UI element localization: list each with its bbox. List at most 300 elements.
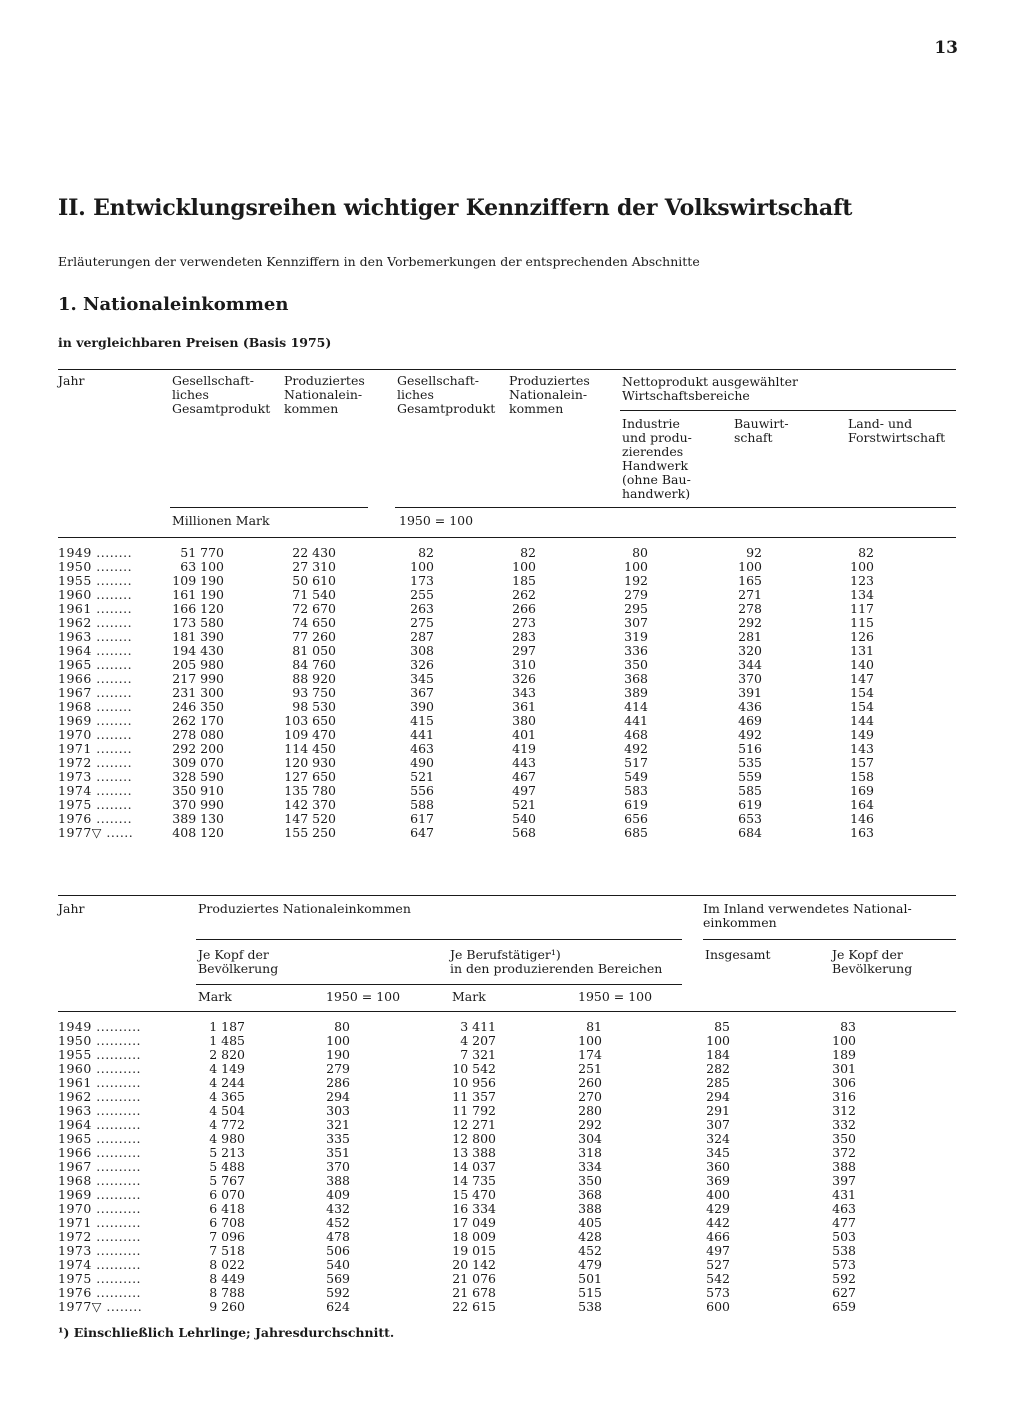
- table-cell: 400: [706, 1187, 730, 1202]
- table-cell: 592: [832, 1271, 856, 1286]
- footnote: ¹) Einschließlich Lehrlinge; Jahresdurchschnitt.: [58, 1325, 395, 1340]
- table-cell: 4 980: [209, 1131, 245, 1146]
- table-cell: 492: [624, 741, 648, 756]
- table1-header-nationaleinkommen: Produziertes Nationalein- kommen: [284, 373, 365, 416]
- table-cell: 5 767: [209, 1173, 245, 1188]
- table-cell: 527: [706, 1257, 730, 1272]
- table-cell: 521: [512, 797, 536, 812]
- table-cell: 147: [850, 671, 874, 686]
- table-cell: 291: [706, 1103, 730, 1118]
- table-cell: 281: [738, 629, 762, 644]
- table2-header-je-berufstaetiger: Je Berufstätiger¹) in den produzierenden Bereichen: [450, 947, 663, 976]
- table-cell: 140: [850, 657, 874, 672]
- table1-header-nettoprodukt: Nettoprodukt ausgewählter Wirtschaftsbereiche: [622, 374, 798, 403]
- table-cell: 501: [578, 1271, 602, 1286]
- table-cell: 303: [326, 1103, 350, 1118]
- table-cell: 506: [326, 1243, 350, 1258]
- table-cell: 549: [624, 769, 648, 784]
- table-cell: 592: [326, 1285, 350, 1300]
- table1-header-nationaleinkommen-index: Produziertes Nationalein- kommen: [509, 373, 590, 416]
- table-cell: 80: [334, 1019, 350, 1034]
- table-cell: 1962 ..........: [58, 1089, 142, 1104]
- table-cell: 127 650: [284, 769, 336, 784]
- table-cell: 135 780: [284, 783, 336, 798]
- table-cell: 190: [326, 1047, 350, 1062]
- table-cell: 115: [850, 615, 874, 630]
- table-cell: 647: [410, 825, 434, 840]
- table-cell: 14 735: [452, 1173, 496, 1188]
- table2-unit-mark-2: Mark: [452, 989, 486, 1004]
- table-cell: 1950 ........: [58, 559, 133, 574]
- table1-col-years: [58, 546, 133, 840]
- table2-unit-index-1: 1950 = 100: [326, 989, 401, 1004]
- table-cell: 15 470: [452, 1187, 496, 1202]
- table-cell: 100: [512, 559, 536, 574]
- table-cell: 117: [850, 601, 874, 616]
- table-cell: 144: [850, 713, 874, 728]
- table-cell: 4 504: [209, 1103, 245, 1118]
- table-cell: 307: [706, 1117, 730, 1132]
- table-cell: 600: [706, 1299, 730, 1314]
- table1-col-gesamtprodukt: [150, 546, 224, 840]
- table-cell: 154: [850, 699, 874, 714]
- table-cell: 192: [624, 573, 648, 588]
- table-cell: 88 920: [292, 671, 336, 686]
- table-cell: 292 200: [172, 741, 224, 756]
- table-cell: 292: [578, 1117, 602, 1132]
- table-cell: 479: [578, 1257, 602, 1272]
- table-cell: 1971 ........: [58, 741, 133, 756]
- table-cell: 7 321: [460, 1047, 496, 1062]
- table-cell: 1970 ........: [58, 727, 133, 742]
- table-cell: 452: [578, 1243, 602, 1258]
- table-cell: 205 980: [172, 657, 224, 672]
- table-cell: 1950 ..........: [58, 1033, 142, 1048]
- table-cell: 301: [832, 1061, 856, 1076]
- table-cell: 27 310: [292, 559, 336, 574]
- table2-header-je-kopf: Je Kopf der Bevölkerung: [198, 947, 279, 976]
- table-cell: 585: [738, 783, 762, 798]
- table-cell: 7 096: [209, 1229, 245, 1244]
- table-cell: 653: [738, 811, 762, 826]
- table-cell: 389: [624, 685, 648, 700]
- table-cell: 369: [706, 1173, 730, 1188]
- table-cell: 109 470: [284, 727, 336, 742]
- table-cell: 442: [706, 1215, 730, 1230]
- table-cell: 126: [850, 629, 874, 644]
- table-cell: 1964 ..........: [58, 1117, 142, 1132]
- table1-unit-rule-mark: [170, 507, 368, 508]
- table-cell: 12 271: [452, 1117, 496, 1132]
- table2-header-produziertes: Produziertes Nationaleinkommen: [198, 901, 411, 916]
- table-cell: 63 100: [180, 559, 224, 574]
- table-cell: 307: [624, 615, 648, 630]
- table-cell: 1960 ..........: [58, 1061, 142, 1076]
- table2-col-je-berufstaetiger-mark: [440, 1020, 496, 1314]
- table1-header-bottom-rule: [58, 537, 956, 538]
- table2-header-insgesamt: Insgesamt: [705, 947, 771, 962]
- table-cell: 22 615: [452, 1299, 496, 1314]
- table-cell: 161 190: [172, 587, 224, 602]
- table-cell: 367: [410, 685, 434, 700]
- table-cell: 166 120: [172, 601, 224, 616]
- table-cell: 492: [738, 727, 762, 742]
- table2-col-je-kopf-index: [310, 1020, 350, 1314]
- table-cell: 1965 ..........: [58, 1131, 142, 1146]
- table2-unit-rule: [196, 984, 682, 985]
- table-cell: 174: [578, 1047, 602, 1062]
- table-cell: 573: [706, 1285, 730, 1300]
- table1-header-bauwirtschaft: Bauwirt- schaft: [734, 416, 789, 445]
- table-cell: 181 390: [172, 629, 224, 644]
- table-cell: 279: [624, 587, 648, 602]
- table-cell: 326: [512, 671, 536, 686]
- table-cell: 490: [410, 755, 434, 770]
- table-cell: 100: [578, 1033, 602, 1048]
- table-cell: 368: [578, 1187, 602, 1202]
- table-cell: 155 250: [284, 825, 336, 840]
- table-cell: 1961 ..........: [58, 1075, 142, 1090]
- table-cell: 295: [624, 601, 648, 616]
- table-cell: 368: [624, 671, 648, 686]
- table-cell: 1969 ..........: [58, 1187, 142, 1202]
- table-cell: 389 130: [172, 811, 224, 826]
- table2-unit-mark-1: Mark: [198, 989, 232, 1004]
- table-cell: 285: [706, 1075, 730, 1090]
- table-cell: 1963 ..........: [58, 1103, 142, 1118]
- table-cell: 72 670: [292, 601, 336, 616]
- table-cell: 397: [832, 1173, 856, 1188]
- table-cell: 1949 ..........: [58, 1019, 142, 1034]
- table-cell: 535: [738, 755, 762, 770]
- table-cell: 10 956: [452, 1075, 496, 1090]
- table-cell: 81: [586, 1019, 602, 1034]
- table-cell: 280: [578, 1103, 602, 1118]
- table-cell: 74 650: [292, 615, 336, 630]
- table-cell: 568: [512, 825, 536, 840]
- table1-header-jahr: Jahr: [58, 373, 85, 388]
- table-cell: 1977▽ ........: [58, 1299, 143, 1314]
- table-cell: 271: [738, 587, 762, 602]
- table2-col-insgesamt: [690, 1020, 730, 1314]
- table-cell: 370: [326, 1159, 350, 1174]
- table-cell: 5 213: [209, 1145, 245, 1160]
- table-cell: 14 037: [452, 1159, 496, 1174]
- table-cell: 569: [326, 1271, 350, 1286]
- table-cell: 350 910: [172, 783, 224, 798]
- table-cell: 6 070: [209, 1187, 245, 1202]
- table-cell: 538: [832, 1243, 856, 1258]
- table-cell: 297: [512, 643, 536, 658]
- table-cell: 109 190: [172, 573, 224, 588]
- table-cell: 10 542: [452, 1061, 496, 1076]
- table-cell: 656: [624, 811, 648, 826]
- table-cell: 13 388: [452, 1145, 496, 1160]
- table1-col-gesamtprodukt-index: [394, 546, 434, 840]
- table-cell: 624: [326, 1299, 350, 1314]
- table-cell: 361: [512, 699, 536, 714]
- table-cell: 308: [410, 643, 434, 658]
- table-cell: 335: [326, 1131, 350, 1146]
- table-cell: 1955 ........: [58, 573, 133, 588]
- table-cell: 158: [850, 769, 874, 784]
- table-cell: 184: [706, 1047, 730, 1062]
- table-cell: 1967 ........: [58, 685, 133, 700]
- table-cell: 401: [512, 727, 536, 742]
- table-cell: 19 015: [452, 1243, 496, 1258]
- table-cell: 659: [832, 1299, 856, 1314]
- table1-nettoprodukt-rule: [620, 410, 956, 411]
- table-cell: 432: [326, 1201, 350, 1216]
- table2-header-bottom-rule: [58, 1011, 956, 1012]
- table-cell: 409: [326, 1187, 350, 1202]
- table-cell: 114 450: [284, 741, 336, 756]
- table-cell: 85: [714, 1019, 730, 1034]
- table-cell: 163: [850, 825, 874, 840]
- table-cell: 441: [410, 727, 434, 742]
- table-cell: 320: [738, 643, 762, 658]
- table-cell: 408 120: [172, 825, 224, 840]
- table-cell: 332: [832, 1117, 856, 1132]
- table-cell: 1974 ........: [58, 783, 133, 798]
- table-cell: 556: [410, 783, 434, 798]
- table-cell: 173 580: [172, 615, 224, 630]
- page-number: 13: [934, 38, 958, 58]
- table-cell: 538: [578, 1299, 602, 1314]
- table-cell: 1965 ........: [58, 657, 133, 672]
- table-cell: 310: [512, 657, 536, 672]
- table-cell: 542: [706, 1271, 730, 1286]
- table-cell: 351: [326, 1145, 350, 1160]
- table-cell: 92: [746, 545, 762, 560]
- table-cell: 11 792: [452, 1103, 496, 1118]
- table-cell: 497: [512, 783, 536, 798]
- table-cell: 82: [418, 545, 434, 560]
- table-cell: 1969 ........: [58, 713, 133, 728]
- table2-header-jahr: Jahr: [58, 901, 85, 916]
- table-cell: 370: [738, 671, 762, 686]
- table-cell: 304: [578, 1131, 602, 1146]
- table-cell: 559: [738, 769, 762, 784]
- table-cell: 521: [410, 769, 434, 784]
- table-cell: 619: [738, 797, 762, 812]
- table-cell: 316: [832, 1089, 856, 1104]
- table2-unit-index-2: 1950 = 100: [578, 989, 653, 1004]
- table-cell: 100: [624, 559, 648, 574]
- table-cell: 100: [738, 559, 762, 574]
- table-cell: 328 590: [172, 769, 224, 784]
- table-cell: 84 760: [292, 657, 336, 672]
- table-cell: 147 520: [284, 811, 336, 826]
- table-cell: 463: [410, 741, 434, 756]
- table1-header-gesamtprodukt-index: Gesellschaft- liches Gesamtprodukt: [397, 373, 496, 416]
- table-cell: 573: [832, 1257, 856, 1272]
- table-cell: 8 788: [209, 1285, 245, 1300]
- table-cell: 309 070: [172, 755, 224, 770]
- table-cell: 80: [632, 545, 648, 560]
- table-cell: 1955 ..........: [58, 1047, 142, 1062]
- table-cell: 4 244: [209, 1075, 245, 1090]
- table-cell: 467: [512, 769, 536, 784]
- table-cell: 516: [738, 741, 762, 756]
- table-cell: 3 411: [460, 1019, 496, 1034]
- table-cell: 319: [624, 629, 648, 644]
- table-cell: 345: [410, 671, 434, 686]
- table1-col-nationaleinkommen-index: [496, 546, 536, 840]
- table-cell: 4 207: [460, 1033, 496, 1048]
- table-cell: 443: [512, 755, 536, 770]
- table-cell: 134: [850, 587, 874, 602]
- table-cell: 131: [850, 643, 874, 658]
- table-cell: 146: [850, 811, 874, 826]
- table-cell: 1972 ..........: [58, 1229, 142, 1244]
- table-cell: 149: [850, 727, 874, 742]
- table-cell: 81 050: [292, 643, 336, 658]
- table-cell: 318: [578, 1145, 602, 1160]
- table-cell: 282: [706, 1061, 730, 1076]
- table-cell: 380: [512, 713, 536, 728]
- table1-col-bauwirtschaft: [722, 546, 762, 840]
- table-cell: 270: [578, 1089, 602, 1104]
- table-cell: 82: [858, 545, 874, 560]
- table-cell: 154: [850, 685, 874, 700]
- table-cell: 345: [706, 1145, 730, 1160]
- table-cell: 326: [410, 657, 434, 672]
- table-cell: 468: [624, 727, 648, 742]
- table-cell: 77 260: [292, 629, 336, 644]
- table-cell: 1977▽ ......: [58, 825, 134, 840]
- table-cell: 82: [520, 545, 536, 560]
- table1-header-gesamtprodukt: Gesellschaft- liches Gesamtprodukt: [172, 373, 271, 416]
- table-cell: 617: [410, 811, 434, 826]
- table-cell: 390: [410, 699, 434, 714]
- table-cell: 292: [738, 615, 762, 630]
- table-cell: 1966 ..........: [58, 1145, 142, 1160]
- table-cell: 685: [624, 825, 648, 840]
- table-cell: 100: [706, 1033, 730, 1048]
- table-cell: 517: [624, 755, 648, 770]
- table1-top-rule: [58, 369, 956, 370]
- table-cell: 6 708: [209, 1215, 245, 1230]
- table1-unit-rule-index: [395, 507, 956, 508]
- table-cell: 466: [706, 1229, 730, 1244]
- table1-header-landwirtschaft: Land- und Forstwirtschaft: [848, 416, 946, 445]
- table-cell: 372: [832, 1145, 856, 1160]
- table-cell: 4 772: [209, 1117, 245, 1132]
- table-cell: 255: [410, 587, 434, 602]
- table-cell: 16 334: [452, 1201, 496, 1216]
- table-cell: 294: [706, 1089, 730, 1104]
- table-cell: 515: [578, 1285, 602, 1300]
- table-cell: 497: [706, 1243, 730, 1258]
- table-cell: 164: [850, 797, 874, 812]
- table1-unit-index: 1950 = 100: [399, 513, 474, 528]
- table-cell: 17 049: [452, 1215, 496, 1230]
- table-cell: 103 650: [284, 713, 336, 728]
- table-cell: 251: [578, 1061, 602, 1076]
- table1-col-industrie: [608, 546, 648, 840]
- table-cell: 388: [326, 1173, 350, 1188]
- table-cell: 343: [512, 685, 536, 700]
- table-cell: 588: [410, 797, 434, 812]
- table-cell: 441: [624, 713, 648, 728]
- table-cell: 344: [738, 657, 762, 672]
- table-cell: 142 370: [284, 797, 336, 812]
- table-cell: 8 022: [209, 1257, 245, 1272]
- table-cell: 6 418: [209, 1201, 245, 1216]
- table-cell: 388: [832, 1159, 856, 1174]
- table2-inland-rule: [703, 939, 956, 940]
- table-cell: 306: [832, 1075, 856, 1090]
- table-cell: 350: [832, 1131, 856, 1146]
- table-cell: 71 540: [292, 587, 336, 602]
- table-cell: 11 357: [452, 1089, 496, 1104]
- table-cell: 246 350: [172, 699, 224, 714]
- table-cell: 583: [624, 783, 648, 798]
- table2-header-inland: Im Inland verwendetes National- einkommen: [703, 901, 912, 930]
- table-cell: 336: [624, 643, 648, 658]
- table-cell: 1970 ..........: [58, 1201, 142, 1216]
- table-cell: 100: [850, 559, 874, 574]
- table2-col-je-kopf-mark: [180, 1020, 245, 1314]
- sub-heading: 1. Nationaleinkommen: [58, 294, 289, 315]
- table-cell: 7 518: [209, 1243, 245, 1258]
- table-cell: 334: [578, 1159, 602, 1174]
- table-cell: 189: [832, 1047, 856, 1062]
- table-cell: 477: [832, 1215, 856, 1230]
- table-cell: 1976 ..........: [58, 1285, 142, 1300]
- table-cell: 278 080: [172, 727, 224, 742]
- table-cell: 1962 ........: [58, 615, 133, 630]
- table-cell: 1975 ........: [58, 797, 133, 812]
- table2-produziertes-rule: [196, 939, 682, 940]
- table-cell: 419: [512, 741, 536, 756]
- table-cell: 194 430: [172, 643, 224, 658]
- table-cell: 360: [706, 1159, 730, 1174]
- table-cell: 50 610: [292, 573, 336, 588]
- table-cell: 123: [850, 573, 874, 588]
- table-cell: 20 142: [452, 1257, 496, 1272]
- table-cell: 1973 ..........: [58, 1243, 142, 1258]
- table-cell: 1 485: [209, 1033, 245, 1048]
- table2-col-je-kopf-inland: [816, 1020, 856, 1314]
- section-subtitle: Erläuterungen der verwendeten Kennziffern in den Vorbemerkungen der entsprechenden Abschnitte: [58, 254, 700, 269]
- table-cell: 263: [410, 601, 434, 616]
- table-cell: 540: [512, 811, 536, 826]
- table-cell: 431: [832, 1187, 856, 1202]
- table-cell: 279: [326, 1061, 350, 1076]
- table-cell: 1964 ........: [58, 643, 133, 658]
- table-cell: 350: [578, 1173, 602, 1188]
- table1-unit-mark: Millionen Mark: [172, 513, 270, 528]
- table-cell: 312: [832, 1103, 856, 1118]
- table-cell: 370 990: [172, 797, 224, 812]
- table-cell: 157: [850, 755, 874, 770]
- table-cell: 287: [410, 629, 434, 644]
- table-cell: 165: [738, 573, 762, 588]
- table-cell: 1968 ..........: [58, 1173, 142, 1188]
- table-cell: 169: [850, 783, 874, 798]
- table-cell: 143: [850, 741, 874, 756]
- table-cell: 21 678: [452, 1285, 496, 1300]
- table-cell: 540: [326, 1257, 350, 1272]
- table-cell: 324: [706, 1131, 730, 1146]
- table-cell: 350: [624, 657, 648, 672]
- table-cell: 12 800: [452, 1131, 496, 1146]
- table-cell: 260: [578, 1075, 602, 1090]
- table-cell: 478: [326, 1229, 350, 1244]
- table-cell: 1974 ..........: [58, 1257, 142, 1272]
